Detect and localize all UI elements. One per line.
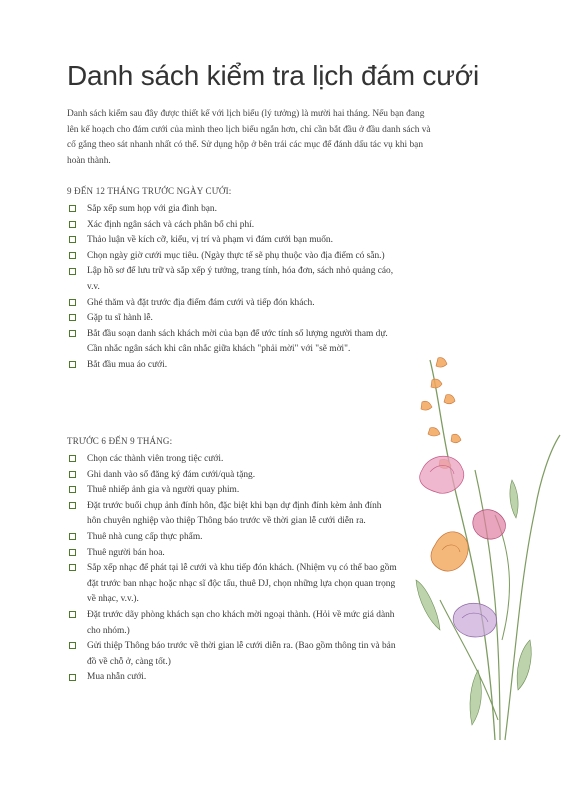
checkbox[interactable] xyxy=(69,549,76,556)
checklist-9-12-months xyxy=(67,202,397,374)
checklist-item xyxy=(67,468,397,484)
checklist-item xyxy=(67,483,397,499)
checklist-item xyxy=(67,249,397,265)
checklist-item xyxy=(67,530,397,546)
checklist-item xyxy=(67,358,397,374)
checklist-item-text: Thuê nhà cung cấp thực phẩm. xyxy=(87,531,203,542)
checklist-item xyxy=(67,608,397,639)
checkbox[interactable] xyxy=(69,221,76,228)
checklist-item-text: Ghi danh vào sổ đăng ký đám cưới/quà tặng. xyxy=(87,469,256,480)
checkbox[interactable] xyxy=(69,314,76,321)
checklist-item xyxy=(67,639,397,670)
checkbox[interactable] xyxy=(69,502,76,509)
checklist-item xyxy=(67,499,397,530)
checkbox[interactable] xyxy=(69,533,76,540)
checkbox[interactable] xyxy=(69,674,76,681)
page-title: Danh sách kiểm tra lịch đám cưới xyxy=(67,60,479,91)
checkbox[interactable] xyxy=(69,361,76,368)
checklist-item-text: Chọn ngày giờ cưới mục tiêu. (Ngày thực tế sẽ phụ thuộc vào địa điểm có sẵn.) xyxy=(87,250,385,261)
checklist-item-text: Xác định ngân sách và cách phân bổ chi phí. xyxy=(87,219,255,230)
section-heading-6-9-months: TRƯỚC 6 ĐẾN 9 THÁNG: xyxy=(67,436,173,446)
checkbox[interactable] xyxy=(69,236,76,243)
checkbox[interactable] xyxy=(69,486,76,493)
checklist-item xyxy=(67,264,397,295)
checklist-item-text: Lập hồ sơ để lưu trữ và sắp xếp ý tưởng, trang tính, hóa đơn, sách nhỏ quảng cáo, v.v. xyxy=(87,266,394,292)
checkbox[interactable] xyxy=(69,564,76,571)
checklist-item-text: Gặp tu sĩ hành lễ. xyxy=(87,313,153,324)
checkbox[interactable] xyxy=(69,330,76,337)
checklist-item-text: Sắp xếp sum họp với gia đình bạn. xyxy=(87,204,217,214)
intro-paragraph: Danh sách kiểm sau đây được thiết kế với lịch biểu (lý tưởng) là mười hai tháng. Nếu bạn đang lên kế hoạch cho đám cưới của mình theo lịch biểu ngắn hơn, chỉ cần bắt đầu ở đầu danh sách và cố gắng theo sát nhanh nhất có thể. Sử dụng hộp ở bên trái các mục để đánh dấu tác vụ khi bạn hoàn thành. xyxy=(67,109,431,166)
checkbox[interactable] xyxy=(69,471,76,478)
checkbox[interactable] xyxy=(69,205,76,212)
checklist-item-text: Đặt trước dãy phòng khách sạn cho khách mời ngoại thành. (Hỏi về mức giá dành cho nhóm.) xyxy=(87,609,395,636)
checklist-item xyxy=(67,546,397,562)
section-heading-9-12-months: 9 ĐẾN 12 THÁNG TRƯỚC NGÀY CƯỚI: xyxy=(67,186,232,196)
checklist-item xyxy=(67,311,397,327)
checklist-item-text: Bắt đầu mua áo cưới. xyxy=(87,359,168,370)
checklist-item-text: Mua nhẫn cưới. xyxy=(87,672,147,683)
checklist-item xyxy=(67,452,397,468)
checklist-item-text: Thuê nhiếp ảnh gia và người quay phim. xyxy=(87,485,240,496)
checklist-item xyxy=(67,202,397,218)
checkbox[interactable] xyxy=(69,611,76,618)
checkbox[interactable] xyxy=(69,268,76,275)
checklist-6-9-months xyxy=(67,452,397,686)
checkbox[interactable] xyxy=(69,299,76,306)
watercolor-flowers-illustration xyxy=(400,340,564,750)
checkbox[interactable] xyxy=(69,642,76,649)
checklist-item xyxy=(67,233,397,249)
checkbox[interactable] xyxy=(69,252,76,259)
checklist-item-text: Sắp xếp nhạc để phát tại lễ cưới và khu tiếp đón khách. (Nhiệm vụ có thể bao gồm đặt trước ban nhạc hoặc nhạc sĩ độc tấu, thuê DJ, chọn những lựa chọn quan trọng về nhạc, v.v.). xyxy=(87,563,397,605)
checklist-item-text: Thảo luận về kích cỡ, kiểu, vị trí và phạm vi đám cưới bạn muốn. xyxy=(87,235,333,246)
checklist-item-text: Chọn các thành viên trong tiệc cưới. xyxy=(87,454,224,464)
checklist-item xyxy=(67,670,397,686)
checklist-item-text: Thuê người bán hoa. xyxy=(87,547,165,558)
checklist-item-text: Đặt trước buổi chụp ảnh đính hôn, đặc biệt khi bạn dự định đính kèm ảnh đính hôn chuyên nghiệp vào thiệp Thông báo trước về thời gian lễ cưới diễn ra. xyxy=(87,500,382,527)
checkbox[interactable] xyxy=(69,455,76,462)
checklist-item-text: Gửi thiệp Thông báo trước về thời gian lễ cưới diễn ra. (Bao gồm thông tin và bản đồ về chỗ ở, càng tốt.) xyxy=(87,641,396,667)
checklist-item-text: Bắt đầu soạn danh sách khách mời của bạn để ước tính số lượng người tham dự. Cần nhắc ngân sách khi cân nhắc giữa khách "phải mời" với "sẽ mời". xyxy=(87,328,388,355)
checklist-item xyxy=(67,561,397,608)
checklist-item xyxy=(67,296,397,312)
checklist-item xyxy=(67,327,397,358)
checklist-item-text: Ghé thăm và đặt trước địa điểm đám cưới và tiếp đón khách. xyxy=(87,297,315,308)
checklist-item xyxy=(67,218,397,234)
